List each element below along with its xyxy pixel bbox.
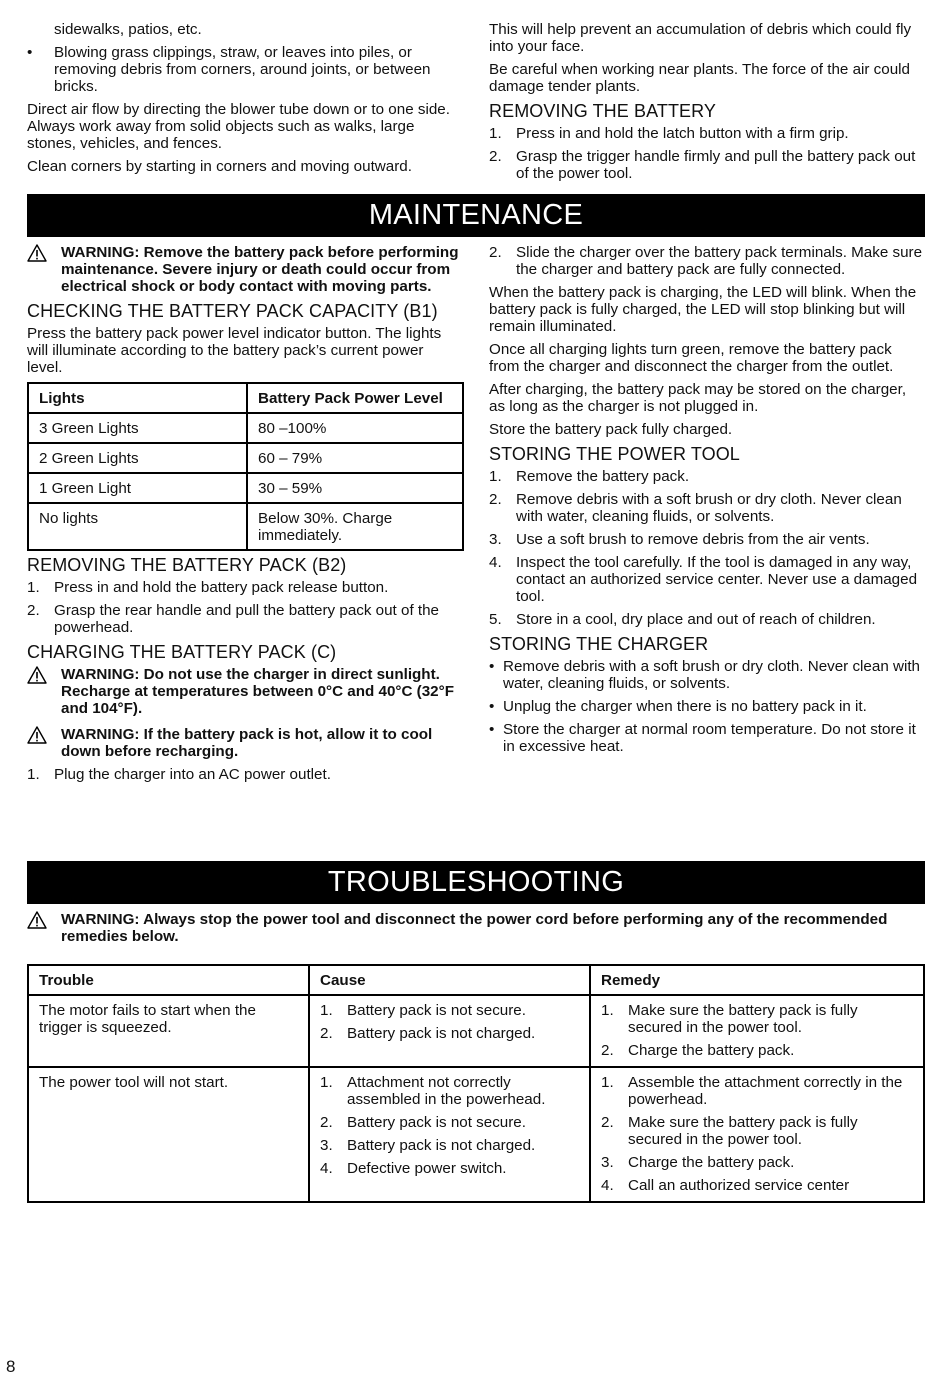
table-row <box>28 503 463 550</box>
list-item: 2. Battery pack is not secure. <box>320 1114 526 1131</box>
paragraph: Once all charging lights turn green, remove the battery pack from the charger and disconnect the charger from the outlet. <box>489 341 894 375</box>
capacity-table <box>27 382 464 551</box>
list-item: 2. Charge the battery pack. <box>601 1042 795 1059</box>
table-cell: 80 –100% <box>247 413 463 443</box>
paragraph: After charging, the battery pack may be stored on the charger, as long as the charger is not plugged in. <box>489 381 907 415</box>
list-item: 3. Battery pack is not charged. <box>320 1137 536 1154</box>
numbered-list <box>27 579 463 636</box>
table-header-cell: Battery Pack Power Level <box>247 383 463 413</box>
table-header-cell: Trouble <box>28 965 309 995</box>
table-header-cell: Remedy <box>590 965 924 995</box>
table-row <box>28 413 463 443</box>
list-item: • Unplug the charger when there is no battery pack in it. <box>489 698 925 715</box>
list-item: 1. Attachment not correctly assembled in the powerhead. <box>320 1074 546 1108</box>
list-item: 2. Grasp the rear handle and pull the battery pack out of the powerhead. <box>27 602 439 636</box>
section-heading: STORING THE CHARGER <box>489 634 709 654</box>
top-left-column <box>27 21 459 181</box>
table-cell <box>309 1067 590 1202</box>
table-cell <box>309 995 590 1067</box>
list-item: 2. Battery pack is not charged. <box>320 1025 536 1042</box>
table-row <box>28 473 463 503</box>
list-item: • Remove debris with a soft brush or dry cloth. Never clean with water, cleaning fluids, or solvents. <box>489 658 925 692</box>
list-item: 3. Charge the battery pack. <box>601 1154 795 1171</box>
table-header-row <box>28 965 924 995</box>
section-heading: CHARGING THE BATTERY PACK (C) <box>27 642 337 662</box>
section-heading: REMOVING THE BATTERY <box>489 101 717 121</box>
paragraph: Clean corners by starting in corners and moving outward. <box>27 158 412 175</box>
table-cell: 2 Green Lights <box>28 443 247 473</box>
table-row <box>28 995 924 1067</box>
troubleshooting-banner: TROUBLESHOOTING <box>27 861 925 904</box>
numbered-list <box>489 125 925 182</box>
list-item: • Blowing grass clippings, straw, or leaves into piles, or removing debris from corners, around joints, or between bricks. <box>27 44 459 95</box>
maintenance-right-column <box>489 244 925 761</box>
paragraph: Be careful when working near plants. The force of the air could damage tender plants. <box>489 61 910 95</box>
maintenance-left-column <box>27 244 463 789</box>
numbered-list <box>27 766 463 783</box>
table-header-cell: Cause <box>309 965 590 995</box>
list-item: 2. Slide the charger over the battery pack terminals. Make sure the charger and battery pack are fully connected. <box>489 244 923 278</box>
list-item: 1. Assemble the attachment correctly in the powerhead. <box>601 1074 903 1108</box>
table-header-cell: Lights <box>28 383 247 413</box>
table-cell: 60 – 79% <box>247 443 463 473</box>
bullet-continuation: sidewalks, patios, etc. <box>54 21 202 38</box>
bullet-list <box>489 658 925 755</box>
paragraph: Press the battery pack power level indicator button. The lights will illuminate according to the battery pack’s current power level. <box>27 325 442 376</box>
list-item: 4. Defective power switch. <box>320 1160 507 1177</box>
warning-block: WARNING: Remove the battery pack before performing maintenance. Severe injury or death could occur from electrical shock or body contact with moving parts. <box>27 244 463 295</box>
warning-triangle-icon <box>27 726 47 744</box>
paragraph: This will help prevent an accumulation of debris which could fly into your face. <box>489 21 912 55</box>
table-cell: 30 – 59% <box>247 473 463 503</box>
table-cell: The motor fails to start when the trigger is squeezed. <box>28 995 309 1067</box>
warning-triangle-icon <box>27 666 47 684</box>
warning-block: WARNING: If the battery pack is hot, allow it to cool down before recharging. <box>27 726 463 760</box>
warning-triangle-icon <box>27 911 47 929</box>
maintenance-banner: MAINTENANCE <box>27 194 925 237</box>
warning-block: WARNING: Always stop the power tool and disconnect the power cord before performing any of the recommended remedies below. <box>27 911 925 945</box>
list-item: 1. Plug the charger into an AC power outlet. <box>27 766 331 783</box>
troubleshooting-warning-wrap <box>27 911 925 951</box>
table-row <box>28 443 463 473</box>
list-item: 1. Press in and hold the latch button with a firm grip. <box>489 125 849 142</box>
list-item: 4. Call an authorized service center <box>601 1177 850 1194</box>
paragraph: Direct air flow by directing the blower tube down or to one side. Always work away from solid objects such as walks, large stones, vehicles, and fences. <box>27 101 450 152</box>
list-item: 1. Press in and hold the battery pack release button. <box>27 579 389 596</box>
top-bullet-list <box>27 44 459 95</box>
list-item: 2. Remove debris with a soft brush or dry cloth. Never clean with water, cleaning fluids, or solvents. <box>489 491 902 525</box>
list-item: 4. Inspect the tool carefully. If the tool is damaged in any way, contact an authorized service center. Never use a damaged tool. <box>489 554 918 605</box>
table-header-row <box>28 383 463 413</box>
table-cell: The power tool will not start. <box>28 1067 309 1202</box>
section-heading: REMOVING THE BATTERY PACK (B2) <box>27 555 347 575</box>
list-item: 1. Remove the battery pack. <box>489 468 690 485</box>
numbered-list <box>489 244 925 278</box>
list-item: 1. Battery pack is not secure. <box>320 1002 526 1019</box>
list-item: 3. Use a soft brush to remove debris from the air vents. <box>489 531 870 548</box>
top-right-column <box>489 21 925 188</box>
troubleshooting-table <box>27 964 925 1203</box>
table-cell: Below 30%. Charge immediately. <box>247 503 463 550</box>
warning-triangle-icon <box>27 244 47 262</box>
paragraph: When the battery pack is charging, the LED will blink. When the battery pack is fully charged, the LED will stop blinking but will remain illuminated. <box>489 284 917 335</box>
paragraph: Store the battery pack fully charged. <box>489 421 733 438</box>
table-row <box>28 1067 924 1202</box>
list-item: 2. Grasp the trigger handle firmly and pull the battery pack out of the power tool. <box>489 148 916 182</box>
table-cell: No lights <box>28 503 247 550</box>
list-item: 2. Make sure the battery pack is fully secured in the power tool. <box>601 1114 858 1148</box>
table-cell <box>590 1067 924 1202</box>
table-cell: 1 Green Light <box>28 473 247 503</box>
table-cell <box>590 995 924 1067</box>
list-item: • Store the charger at normal room temperature. Do not store it in excessive heat. <box>489 721 925 755</box>
warning-block: WARNING: Do not use the charger in direct sunlight. Recharge at temperatures between 0°C and 40°C (32°F and 104°F). <box>27 666 463 717</box>
table-cell: 3 Green Lights <box>28 413 247 443</box>
numbered-list <box>489 468 925 628</box>
list-item: 5. Store in a cool, dry place and out of reach of children. <box>489 611 876 628</box>
section-heading: CHECKING THE BATTERY PACK CAPACITY (B1) <box>27 301 438 321</box>
section-heading: STORING THE POWER TOOL <box>489 444 740 464</box>
page-number: 8 <box>6 1357 16 1376</box>
list-item: 1. Make sure the battery pack is fully secured in the power tool. <box>601 1002 858 1036</box>
